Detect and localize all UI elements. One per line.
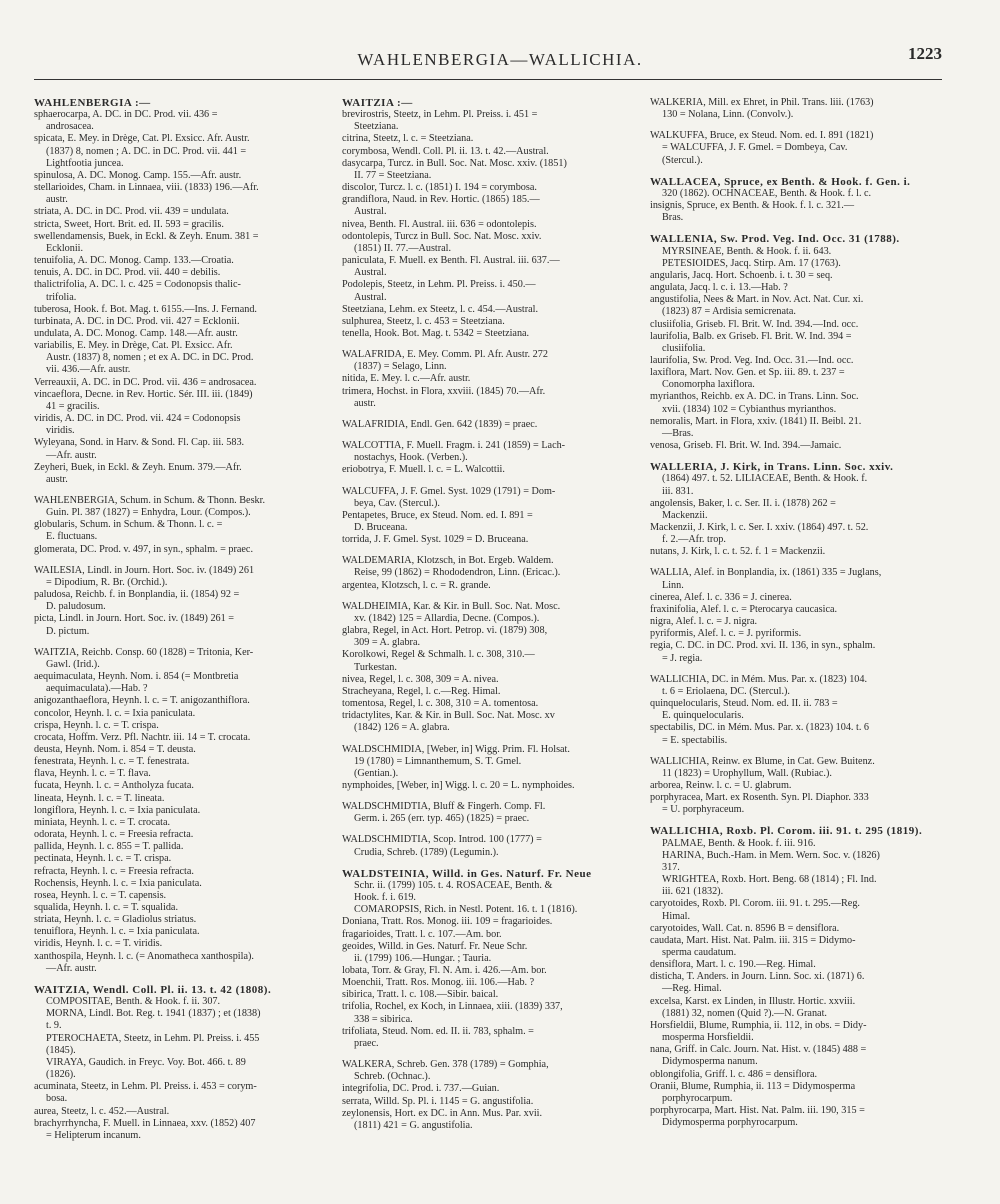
entry-line: (Stercul.). — [662, 154, 703, 166]
dictionary-entry — [342, 97, 640, 340]
entry-line: nitida, E. Mey. l. c.—Afr. austr. — [342, 373, 471, 385]
entry-line: WAITZIA, Reichb. Consp. 60 (1828) = Tritonia, Ker- — [34, 646, 254, 658]
entry-line: 317. — [662, 861, 680, 873]
entry-line: D. paludosum. — [46, 601, 106, 613]
entry-line: venosa, Griseb. Fl. Brit. W. Ind. 394.—Jamaic. — [650, 440, 842, 452]
entry-line: (Gentian.). — [354, 767, 399, 779]
entry-line: trifolia, Rochel, ex Koch, in Linnaea, xiii. (1839) 337, — [342, 1001, 563, 1013]
entry-line: regia, C. DC. in DC. Prod. xvi. II. 136, in syn., sphalm. — [650, 640, 876, 652]
entry-line: WAHLENBERGIA, Schum. in Schum. & Thonn. Beskr. — [34, 495, 266, 506]
entry-line: laxiflora, Mart. Nov. Gen. et Sp. iii. 89. t. 237 = — [650, 367, 845, 379]
dictionary-entry — [342, 486, 640, 547]
dictionary-entry — [650, 461, 950, 558]
dictionary-entry — [342, 1059, 640, 1132]
entry-line: austr. — [46, 194, 68, 206]
entry-line: androsacea. — [46, 121, 94, 133]
dictionary-entry — [650, 130, 950, 166]
entry-line: pallida, Heynh. l. c. 855 = T. pallida. — [34, 841, 184, 853]
entry-line: Crudia, Schreb. (1789) (Legumin.). — [354, 846, 499, 858]
entry-line: mosperma Horsfieldii. — [662, 1032, 754, 1044]
dictionary-entry — [342, 349, 640, 410]
entry-line: (1881) 32, nomen (Quid ?).—N. Granat. — [662, 1007, 827, 1019]
entry-line: E. fluctuans. — [46, 531, 98, 543]
entry-line: 309 = A. glabra. — [354, 637, 421, 649]
entry-line: nivea, Benth. Fl. Austral. iii. 636 = odontolepis. — [342, 218, 537, 230]
entry-line: (1837) 8, nomen ; A. DC. in DC. Prod. vii. 441 = — [46, 145, 247, 157]
entry-line: WALDSCHMIDTIA, Bluff & Fingerh. Comp. Fl. — [342, 801, 546, 813]
entry-line: —Afr. austr. — [46, 449, 97, 461]
dictionary-entry — [342, 868, 640, 1050]
entry-line: sperma caudatum. — [662, 947, 737, 958]
genus-heading: WALLACEA, Spruce, ex Benth. & Hook. f. Gen. i. — [650, 175, 911, 188]
entry-line: densiflora, Mart. l. c. 190.—Reg. Himal. — [650, 959, 816, 971]
entry-line: Horsfieldii, Blume, Rumphia, ii. 112, in obs. = Didy- — [650, 1019, 867, 1031]
genus-heading: WALLENIA, Sw. Prod. Veg. Ind. Occ. 31 (1788). — [650, 233, 900, 246]
entry-line: COMPOSITAE, Benth. & Hook. f. ii. 307. — [46, 996, 221, 1008]
dictionary-entry — [342, 801, 640, 825]
entry-line: sphaerocarpa, A. DC. in DC. Prod. vii. 436 = — [34, 109, 218, 121]
genus-heading: WAHLENBERGIA :— — [34, 97, 151, 109]
entry-line: Steetziana, Lehm. ex Steetz, l. c. 454.—Austral. — [342, 303, 539, 315]
entry-line: austr. — [354, 397, 376, 409]
entry-line: pyriformis, Alef. l. c. = J. pyriformis. — [650, 628, 802, 640]
entry-line: disticha, T. Anders. in Journ. Linn. Soc. xi. (1871) 6. — [650, 971, 865, 983]
entry-line: aequimaculata).—Hab. ? — [46, 683, 148, 695]
entry-line: argentea, Klotzsch, l. c. = R. grande. — [342, 579, 491, 591]
header-rule — [34, 79, 942, 80]
entry-line: brachyrrhyncha, F. Muell. in Linnaea, xxv. (1852) 407 — [34, 1117, 256, 1129]
column-right — [650, 97, 950, 1138]
entry-line: Linn. — [662, 579, 684, 591]
dictionary-entry — [650, 97, 950, 121]
entry-line: Conomorpha laxiflora. — [662, 379, 755, 391]
entry-line: paniculata, F. Muell. ex Benth. Fl. Austral. iii. 637.— — [342, 255, 560, 267]
entry-line: D. Bruceana. — [354, 522, 408, 533]
entry-line: trifolia. — [46, 291, 77, 303]
entry-line: turbinata, A. DC. in DC. Prod. vii. 427 = Ecklonii. — [34, 315, 240, 327]
entry-line: anigozanthaeflora, Heynh. l. c. = T. anigozanthiflora. — [34, 695, 250, 707]
entry-line: WALKERA, Schreb. Gen. 378 (1789) = Gomphia, — [342, 1059, 549, 1071]
entry-line: undulata, A. DC. Monog. Camp. 148.—Afr. austr. — [34, 327, 238, 339]
entry-line: fraxinifolia, Alef. l. c. = Pterocarya caucasica. — [650, 603, 838, 615]
entry-line: miniata, Heynh. l. c. = T. crocata. — [34, 816, 171, 828]
entry-line: concolor, Heynh. l. c. = Ixia paniculata. — [34, 707, 196, 719]
entry-line: excelsa, Karst. ex Linden, in Illustr. Hortic. xxviii. — [650, 995, 856, 1007]
genus-heading: WALDSTEINIA, Willd. in Ges. Naturf. Fr. Neue — [342, 867, 592, 880]
entry-line: nana, Griff. in Calc. Journ. Nat. Hist. v. (1845) 488 = — [650, 1044, 867, 1056]
dictionary-entry — [650, 825, 950, 1129]
entry-line: = U. porphyraceum. — [662, 804, 745, 816]
dictionary-entry — [650, 176, 950, 225]
entry-line: squalida, Heynh. l. c. = T. squalida. — [34, 902, 179, 913]
entry-line: praec. — [354, 1037, 379, 1049]
entry-line: iii. 831. — [662, 485, 694, 497]
entry-line: viridis, A. DC. in DC. Prod. vii. 424 = Codonopsis — [34, 413, 241, 425]
entry-line: refracta, Heynh. l. c. = Freesia refracta. — [34, 865, 194, 877]
entry-line: discolor, Turcz. l. c. (1851) I. 194 = corymbosa. — [342, 182, 537, 194]
entry-line: Austr. (1837) 8, nomen ; et ex A. DC. in DC. Prod. — [46, 352, 254, 364]
entry-line: f. 2.—Afr. trop. — [662, 534, 726, 546]
entry-line: 19 (1780) = Limnanthemum, S. T. Gmel. — [354, 755, 522, 767]
entry-line: aequimaculata, Heynh. Nom. i. 854 (= Montbretia — [34, 671, 239, 683]
entry-line: xvii. (1834) 102 = Cybianthus myrianthos. — [662, 403, 837, 415]
entry-line: Mackenzii. — [662, 509, 708, 521]
entry-line: deusta, Heynh. Nom. i. 854 = T. deusta. — [34, 743, 196, 755]
entry-line: Didymosperma porphyrocarpum. — [662, 1117, 798, 1129]
entry-line: (1811) 421 = G. angustifolia. — [354, 1119, 473, 1131]
entry-line: 11 (1823) = Urophyllum, Wall. (Rubiac.). — [662, 767, 832, 779]
entry-line: spinulosa, A. DC. Monog. Camp. 155.—Afr. austr. — [34, 169, 242, 181]
entry-line: WALAFRIDIA, Endl. Gen. 642 (1839) = praec. — [342, 418, 538, 430]
entry-line: Austral. — [354, 267, 387, 279]
dictionary-entry — [650, 567, 950, 664]
entry-line: 338 = sibirica. — [354, 1013, 413, 1025]
entry-line: vii. 436.—Afr. austr. — [46, 364, 131, 376]
entry-line: nostachys, Hook. (Verben.). — [354, 452, 468, 464]
entry-line: spectabilis, DC. in Mém. Mus. Par. x. (1823) 104. t. 6 — [650, 722, 870, 734]
entry-line: crocata, Hoffm. Verz. Pfl. Nachtr. iii. 14 = T. crocata. — [34, 731, 251, 743]
entry-line: zeylonensis, Hort. ex DC. in Ann. Mus. Par. xvii. — [342, 1107, 543, 1119]
entry-line: glabra, Regel, in Act. Hort. Petrop. vi. (1879) 308, — [342, 625, 548, 637]
entry-line: arborea, Reinw. l. c. = U. glabrum. — [650, 779, 792, 791]
entry-line: Austral. — [354, 291, 387, 303]
entry-line: viridis. — [46, 425, 75, 437]
entry-line: WALLIA, Alef. in Bonplandia, ix. (1861) 335 = Juglans, — [650, 567, 882, 579]
entry-line: Himal. — [662, 910, 691, 922]
entry-line: HARINA, Buch.-Ham. in Mem. Wern. Soc. v. (1826) — [662, 849, 880, 861]
entry-line: viridis, Heynh. l. c. = T. viridis. — [34, 938, 163, 950]
page-number: 1223 — [908, 44, 942, 63]
entry-line: WALCUFFA, J. F. Gmel. Syst. 1029 (1791) = Dom- — [342, 485, 556, 497]
dictionary-entry — [34, 984, 332, 1142]
entry-line: MYRSINEAE, Benth. & Hook. f. ii. 643. — [662, 245, 832, 257]
entry-line: angularis, Jacq. Hort. Schoenb. i. t. 30 = seq. — [650, 269, 833, 281]
entry-line: = Dipodium, R. Br. (Orchid.). — [46, 576, 168, 588]
entry-line: austr. — [46, 473, 68, 485]
entry-line: Steetziana. — [354, 121, 399, 133]
entry-line: citrina, Steetz, l. c. = Steetziana. — [342, 133, 474, 145]
dictionary-entry — [342, 834, 640, 858]
entry-line: globularis, Schum. in Schum. & Thonn. l. c. = — [34, 519, 223, 531]
entry-line: Schr. ii. (1799) 105. t. 4. ROSACEAE, Benth. & — [354, 879, 553, 891]
dictionary-entry — [342, 555, 640, 591]
entry-line: ii. (1799) 106.—Hungar. ; Tauria. — [354, 952, 492, 964]
dictionary-entry — [650, 756, 950, 817]
entry-line: WALDHEIMIA, Kar. & Kir. in Bull. Soc. Nat. Mosc. — [342, 600, 561, 612]
entry-line: Zeyheri, Buek, in Eckl. & Zeyh. Enum. 379.—Afr. — [34, 461, 242, 473]
entry-line: nivea, Regel, l. c. 308, 309 = A. nivea. — [342, 673, 499, 685]
entry-line: —Bras. — [662, 427, 694, 439]
entry-line: dasycarpa, Turcz. in Bull. Soc. Nat. Mosc. xxiv. (1851) — [342, 157, 567, 169]
entry-line: WALKERIA, Mill. ex Ehret, in Phil. Trans. liii. (1763) — [650, 97, 874, 108]
entry-line: —Afr. austr. — [46, 962, 97, 974]
genus-heading: WAITZIA :— — [342, 97, 413, 109]
dictionary-entry — [34, 565, 332, 638]
entry-line: E. quinquelocularis. — [662, 710, 744, 722]
entry-line: tridactylites, Kar. & Kir. in Bull. Soc. Nat. Mosc. xv — [342, 710, 555, 722]
entry-line: D. pictum. — [46, 625, 90, 637]
entry-line: Austral. — [354, 206, 387, 218]
entry-line: vincaeflora, Decne. in Rev. Hortic. Sér. III. iii. (1849) — [34, 388, 253, 400]
entry-line: —Reg. Himal. — [662, 983, 722, 995]
entry-line: nymphoides, [Weber, in] Wigg. l. c. 20 = L. nymphoides. — [342, 779, 575, 791]
dictionary-entry — [342, 601, 640, 735]
entry-line: (1837) = Selago, Linn. — [354, 361, 447, 373]
entry-line: laurifolia, Sw. Prod. Veg. Ind. Occ. 31.—Ind. occ. — [650, 354, 854, 366]
entry-line: odontolepis, Turcz in Bull. Soc. Nat. Mosc. xxiv. — [342, 230, 542, 242]
entry-line: Korolkowi, Regel & Schmalh. l. c. 308, 310.— — [342, 649, 535, 661]
entry-line: acuminata, Steetz, in Lehm. Pl. Preiss. i. 453 = corym- — [34, 1081, 257, 1093]
entry-line: fenestrata, Heynh. l. c. = T. fenestrata. — [34, 756, 190, 768]
entry-line: Rochensis, Heynh. l. c. = Ixia paniculata. — [34, 877, 202, 889]
entry-line: sibirica, Tratt. l. c. 108.—Sibir. baical. — [342, 989, 499, 1001]
entry-line: trimera, Hochst. in Flora, xxviii. (1845) 70.—Afr. — [342, 385, 546, 397]
entry-line: tenuifolia, A. DC. Monog. Camp. 133.—Croatia. — [34, 255, 234, 267]
entry-line: porphyrocarpa, Mart. Hist. Nat. Palm. iii. 190, 315 = — [650, 1105, 865, 1117]
entry-line: Mackenzii, J. Kirk, l. c. Ser. I. xxiv. (1864) 497. t. 52. — [650, 522, 869, 533]
dictionary-entry — [342, 419, 640, 431]
page-header — [0, 0, 1000, 80]
dictionary-entry — [342, 744, 640, 793]
entry-line: geoides, Willd. in Ges. Naturf. Fr. Neue Schr. — [342, 940, 528, 952]
entry-line: WALLICHIA, DC. in Mém. Mus. Par. x. (1823) 104. — [650, 673, 868, 685]
entry-line: (1851) II. 77.—Austral. — [354, 242, 452, 254]
entry-line: Doniana, Tratt. Ros. Monog. iii. 109 = fragarioides. — [342, 916, 553, 928]
column-left — [34, 97, 332, 1151]
entry-line: pectinata, Heynh. l. c. = T. crispa. — [34, 853, 172, 865]
entry-line: Ecklonii. — [46, 242, 84, 254]
entry-line: angolensis, Baker, l. c. Ser. II. i. (1878) 262 = — [650, 497, 836, 509]
entry-line: (1842) 126 = A. glabra. — [354, 722, 450, 734]
entry-line: bosa. — [46, 1093, 68, 1105]
entry-line: caryotoides, Wall. Cat. n. 8596 B = densiflora. — [650, 922, 840, 934]
entry-line: Gawl. (Irid.). — [46, 658, 100, 670]
entry-line: stellarioides, Cham. in Linnaea, viii. (1833) 196.—Afr. — [34, 182, 259, 194]
entry-line: Guin. Pl. 387 (1827) = Enhydra, Lour. (Compos.). — [46, 507, 251, 519]
entry-line: Pentapetes, Bruce, ex Steud. Nom. ed. I. 891 = — [342, 509, 533, 521]
entry-line: crispa, Heynh. l. c. = T. crispa. — [34, 719, 159, 731]
entry-line: oblongifolia, Griff. l. c. 486 = densiflora. — [650, 1068, 818, 1080]
entry-line: WALLICHIA, Reinw. ex Blume, in Cat. Gew. Buitenz. — [650, 755, 875, 767]
entry-line: odorata, Heynh. l. c. = Freesia refracta. — [34, 829, 194, 841]
entry-line: tuberosa, Hook. f. Bot. Mag. t. 6155.—Ins. J. Fernand. — [34, 303, 257, 315]
entry-line: II. 77 = Steetziana. — [354, 169, 432, 181]
entry-line: thalictrifolia, A. DC. l. c. 425 = Codonopsis thalic- — [34, 279, 241, 291]
dictionary-entry — [650, 674, 950, 747]
entry-line: WALCOTTIA, F. Muell. Fragm. i. 241 (1859) = Lach- — [342, 440, 566, 452]
entry-line: nutans, J. Kirk, l. c. t. 52. f. 1 = Mackenzii. — [650, 546, 826, 558]
entry-line: PTEROCHAETA, Steetz, in Lehm. Pl. Preiss. i. 455 — [46, 1032, 260, 1044]
entry-line: WALDEMARIA, Klotzsch, in Bot. Ergeb. Waldem. — [342, 555, 554, 567]
entry-line: caryotoides, Roxb. Pl. Corom. iii. 91. t. 295.—Reg. — [650, 898, 860, 910]
genus-heading: WAITZIA, Wendl. Coll. Pl. ii. 13. t. 42 (1808). — [34, 983, 272, 996]
entry-line: Hook. f. i. 619. — [354, 892, 416, 904]
entry-line: t. 9. — [46, 1020, 62, 1032]
entry-line: Reise, 99 (1862) = Rhododendron, Linn. (Ericac.). — [354, 567, 561, 579]
entry-line: Turkestan. — [354, 661, 397, 673]
entry-line: tenella, Hook. Bot. Mag. t. 5342 = Steetziana. — [342, 327, 530, 339]
entry-line: COMAROPSIS, Rich. in Nestl. Potent. 16. t. 1 (1816). — [354, 904, 578, 916]
entry-line: angulata, Jacq. l. c. i. 13.—Hab. ? — [650, 282, 788, 294]
entry-line: caudata, Mart. Hist. Nat. Palm. iii. 315 = Didymo- — [650, 934, 856, 946]
entry-line: Didymosperma nanum. — [662, 1056, 758, 1068]
entry-line: porphyrocarpum. — [662, 1092, 733, 1104]
entry-line: trifoliata, Steud. Nom. ed. II. ii. 783, sphalm. = — [342, 1025, 534, 1037]
entry-line: paludosa, Reichb. f. in Bonplandia, ii. (1854) 92 = — [34, 589, 240, 601]
dictionary-entry — [34, 495, 332, 556]
entry-line: variabilis, E. Mey. in Drège, Cat. Pl. Exsicc. Afr. — [34, 340, 233, 352]
entry-line: brevirostris, Steetz, in Lehm. Pl. Preiss. i. 451 = — [342, 109, 538, 121]
entry-line: = J. regia. — [662, 652, 703, 664]
entry-line: porphyracea, Mart. ex Rosenth. Syn. Pl. Diaphor. 333 — [650, 792, 869, 804]
entry-line: Stracheyana, Regel, l. c.—Reg. Himal. — [342, 685, 501, 697]
entry-line: xanthospila, Heynh. l. c. (= Anomatheca xanthospila). — [34, 950, 254, 962]
entry-line: Oranii, Blume, Rumphia, ii. 113 = Didymosperma — [650, 1080, 856, 1092]
entry-line: stricta, Sweet, Hort. Brit. ed. II. 593 = gracilis. — [34, 218, 224, 230]
entry-line: angustifolia, Nees & Mart. in Nov. Act. Nat. Cur. xi. — [650, 294, 864, 306]
entry-line: clusiifolia. — [662, 342, 706, 354]
entry-line: iii. 621 (1832). — [662, 886, 724, 898]
entry-line: fragarioides, Tratt. l. c. 107.—Am. bor. — [342, 928, 502, 940]
entry-line: (1826). — [46, 1069, 76, 1081]
entry-line: tenuis, A. DC. in DC. Prod. vii. 440 = debilis. — [34, 267, 221, 279]
entry-line: tenuiflora, Heynh. l. c. = Ixia paniculata. — [34, 926, 200, 938]
entry-line: tomentosa, Regel, l. c. 308, 310 = A. tomentosa. — [342, 698, 539, 710]
entry-line: laurifolia, Balb. ex Griseb. Fl. Brit. W. Ind. 394 = — [650, 330, 852, 342]
entry-line: Verreauxii, A. DC. in DC. Prod. vii. 436 = androsacea. — [34, 376, 257, 388]
entry-line: sulphurea, Steetz, l. c. 453 = Steetziana. — [342, 315, 505, 327]
entry-line: torrida, J. F. Gmel. Syst. 1029 = D. Bruceana. — [342, 534, 529, 546]
entry-line: Podolepis, Steetz, in Lehm. Pl. Preiss. i. 450.— — [342, 279, 536, 291]
dictionary-entry — [34, 97, 332, 486]
entry-line: VIRAYA, Gaudich. in Freyc. Voy. Bot. 466. t. 89 — [46, 1056, 246, 1068]
entry-line: Germ. i. 265 (err. typ. 465) (1825) = praec. — [354, 813, 530, 825]
entry-line: aurea, Steetz, l. c. 452.—Austral. — [34, 1105, 170, 1117]
entry-line: Wyleyana, Sond. in Harv. & Sond. Fl. Cap. iii. 583. — [34, 437, 245, 449]
entry-line: integrifolia, DC. Prod. i. 737.—Guian. — [342, 1083, 500, 1095]
entry-line: (1823) 87 = Ardisia semicrenata. — [662, 306, 796, 318]
entry-line: lineata, Heynh. l. c. = T. lineata. — [34, 792, 165, 804]
entry-line: lobata, Torr. & Gray, Fl. N. Am. i. 426.—Am. bor. — [342, 965, 547, 976]
genus-heading: WALLICHIA, Roxb. Pl. Corom. iii. 91. t. 295 (1819). — [650, 825, 923, 838]
running-title: WAHLENBERGIA—WALLICHIA. — [357, 50, 643, 69]
entry-line: = E. spectabilis. — [662, 734, 728, 746]
entry-line: Moenchii, Tratt. Ros. Monog. iii. 106.—Hab. ? — [342, 977, 535, 989]
entry-line: xv. (1842) 125 = Allardia, Decne. (Compos.). — [354, 612, 540, 624]
entry-line: striata, A. DC. in DC. Prod. vii. 439 = undulata. — [34, 206, 229, 218]
genus-heading: WALLERIA, J. Kirk, in Trans. Linn. Soc. xxiv. — [650, 461, 894, 474]
entry-line: t. 6 = Eriolaena, DC. (Stercul.). — [662, 685, 790, 697]
entry-line: WRIGHTEA, Roxb. Hort. Beng. 68 (1814) ; Fl. Ind. — [662, 874, 877, 886]
entry-line: WALDSCHMIDTIA, Scop. Introd. 100 (1777) = — [342, 834, 542, 846]
entry-line: eriobotrya, F. Muell. l. c. = L. Walcottii. — [342, 464, 505, 476]
entry-line: beya, Cav. (Stercul.). — [354, 497, 440, 509]
entry-line: (1864) 497. t. 52. LILIACEAE, Benth. & Hook. f. — [662, 473, 868, 485]
entry-line: MORNA, Lindl. Bot. Reg. t. 1941 (1837) ; et (1838) — [46, 1008, 261, 1020]
entry-line: flava, Heynh. l. c. = T. flava. — [34, 768, 151, 780]
entry-line: PETESIOIDES, Jacq. Stirp. Am. 17 (1763). — [662, 257, 841, 269]
entry-line: WALDSCHMIDIA, [Weber, in] Wigg. Prim. Fl. Holsat. — [342, 743, 570, 755]
entry-line: clusiifolia, Griseb. Fl. Brit. W. Ind. 394.—Ind. occ. — [650, 318, 859, 330]
entry-line: = Helipterum incanum. — [46, 1129, 141, 1141]
entry-line: Lightfootia juncea. — [46, 157, 124, 169]
entry-line: WAILESIA, Lindl. in Journ. Hort. Soc. iv. (1849) 261 — [34, 564, 255, 576]
dictionary-entry — [650, 233, 950, 452]
entry-line: picta, Lindl. in Journ. Hort. Soc. iv. (1849) 261 = — [34, 613, 235, 625]
entry-line: insignis, Spruce, ex Benth. & Hook. f. l. c. 321.— — [650, 200, 855, 212]
entry-line: myrianthos, Reichb. ex A. DC. in Trans. Linn. Soc. — [650, 391, 859, 403]
entry-line: quinquelocularis, Steud. Nom. ed. II. ii. 783 = — [650, 698, 838, 710]
entry-line: longiflora, Heynh. l. c. = Ixia paniculata. — [34, 804, 201, 816]
entry-line: swellendamensis, Buek, in Eckl. & Zeyh. Enum. 381 = — [34, 230, 259, 242]
entry-line: corymbosa, Wendl. Coll. Pl. ii. 13. t. 42.—Austral. — [342, 145, 549, 157]
entry-line: Schreb. (Ochnac.). — [354, 1071, 431, 1083]
entry-line: spicata, E. Mey. in Drège, Cat. Pl. Exsicc. Afr. Austr. — [34, 133, 250, 145]
entry-line: nigra, Alef. l. c. = J. nigra. — [650, 616, 758, 628]
entry-line: (1845). — [46, 1044, 76, 1056]
entry-line: 130 = Nolana, Linn. (Convolv.). — [662, 109, 794, 121]
entry-line: PALMAE, Benth. & Hook. f. iii. 916. — [662, 837, 816, 849]
entry-line: Bras. — [662, 212, 684, 224]
entry-line: striata, Heynh. l. c. = Gladiolus striatus. — [34, 914, 197, 926]
entry-line: rosea, Heynh. l. c. = T. capensis. — [34, 889, 167, 901]
entry-line: grandiflora, Naud. in Rev. Hortic. (1865) 185.— — [342, 194, 540, 206]
entry-line: glomerata, DC. Prod. v. 497, in syn., sphalm. = praec. — [34, 543, 253, 555]
column-middle — [342, 97, 640, 1141]
entry-line: serrata, Willd. Sp. Pl. i. 1145 = G. angustifolia. — [342, 1095, 534, 1107]
entry-line: = WALCUFFA, J. F. Gmel. = Dombeya, Cav. — [662, 142, 848, 154]
dictionary-entry — [342, 440, 640, 476]
entry-line: WALAFRIDA, E. Mey. Comm. Pl. Afr. Austr. 272 — [342, 349, 548, 361]
dictionary-entry — [34, 647, 332, 975]
entry-line: WALKUFFA, Bruce, ex Steud. Nom. ed. I. 891 (1821) — [650, 130, 874, 142]
entry-line: cinerea, Alef. l. c. 336 = J. cinerea. — [650, 591, 792, 603]
entry-line: fucata, Heynh. l. c. = Antholyza fucata. — [34, 780, 194, 792]
entry-line: 41 = gracilis. — [46, 400, 100, 412]
entry-line: 320 (1862). OCHNACEAE, Benth. & Hook. f. l. c. — [662, 187, 872, 199]
entry-line: nemoralis, Mart. in Flora, xxiv. (1841) II. Beibl. 21. — [650, 415, 862, 427]
